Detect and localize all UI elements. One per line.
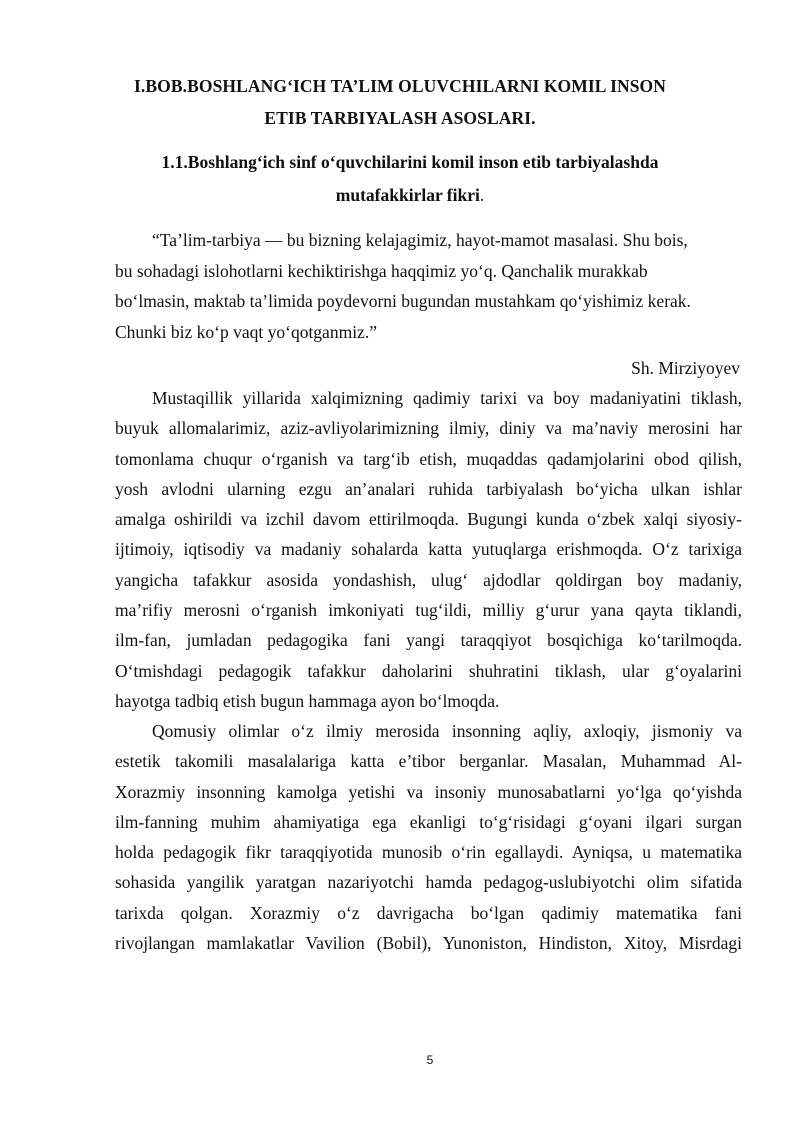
quote-line: bo‘lmasin, maktab ta’limida poydevorni bugundan mustahkam qo‘yishimiz kerak. (115, 291, 691, 311)
paragraph-line: hayotga tadbiq etish bugun hammaga ayon bo‘lmoqda. (115, 690, 500, 711)
section-title-dot: . (479, 185, 485, 205)
paragraph-line: ma’rifiy merosni o‘rganish imkoniyati tug‘ildi, milliy g‘urur yana qayta tiklandi, (115, 600, 742, 621)
paragraph-line: rivojlangan mamlakatlar Vavilion (Bobil), Yunoniston, Hindiston, Xitoy, Misrdagi (115, 933, 742, 954)
page-number: 5 (426, 1053, 434, 1067)
quote-line: “Ta’lim-tarbiya — bu bizning kelajagimiz, hayot-mamot masalasi. Shu bois, (152, 230, 688, 250)
paragraph-line: yosh avlodni ularning ezgu an’analari ruhida tarbiyalash bo‘yicha ulkan ishlar (115, 478, 742, 499)
section-title-line-2 (110, 179, 710, 212)
paragraph-line: buyuk allomalarimiz, aziz-avliyolarimizning ilmiy, diniy va ma’naviy merosini har (115, 418, 742, 439)
section-title (110, 146, 710, 212)
paragraph-line: holda pedagogik fikr taraqqiyotida munosib o‘rin egallaydi. Ayniqsa, u matematika (115, 842, 742, 863)
paragraph-line: ilm-fanning muhim ahamiyatiga ega ekanligi to‘g‘risidagi g‘oyani ilgari surgan (115, 811, 742, 832)
epigraph-quote (115, 225, 745, 347)
paragraph-2 (115, 716, 742, 958)
paragraph-line: tarixda qolgan. Xorazmiy o‘z davrigacha bo‘lgan qadimiy matematika fani (115, 902, 742, 923)
paragraph-line: yangicha tafakkur asosida yondashish, ulug‘ ajdodlar qoldirgan boy madaniy, (115, 569, 742, 590)
paragraph-line: sohasida yangilik yaratgan nazariyotchi hamda pedagog-uslubiyotchi olim sifatida (115, 872, 742, 893)
paragraph-line: Mustaqillik yillarida xalqimizning qadimiy tarixi va boy madaniyatini tiklash, (152, 388, 742, 408)
section-title-line-2-text: mutafakkirlar fikri (335, 185, 480, 205)
paragraph-line: Qomusiy olimlar o‘z ilmiy merosida insonning aqliy, axloqiy, jismoniy va (152, 721, 742, 741)
quote-line: bu sohadagi islohotlarni kechiktirishga haqqimiz yo‘q. Qanchalik murakkab (115, 260, 648, 281)
chapter-title (90, 70, 710, 134)
paragraph-line: tomonlama chuqur o‘rganish va targ‘ib etish, muqaddas qadamjolarini obod qilish, (115, 448, 742, 469)
paragraph-line: amalga oshirildi va izchil davom ettirilmoqda. Bugungi kunda o‘zbek xalqi siyosiy- (115, 509, 742, 530)
paragraph-line: ijtimoiy, iqtisodiy va madaniy sohalarda katta yutuqlarga erishmoqda. O‘z tarixiga (115, 539, 742, 560)
chapter-title-line-2: ETIB TARBIYALASH ASOSLARI. (264, 108, 536, 128)
quote-line: Chunki biz ko‘p vaqt yo‘qotganmiz.” (115, 321, 377, 342)
section-title-line-1: 1.1.Boshlang‘ich sinf o‘quvchilarini komil inson etib tarbiyalashda (161, 152, 659, 172)
paragraph-line: Xorazmiy insonning kamolga yetishi va insoniy munosabatlarni yo‘lga qo‘yishda (115, 781, 742, 802)
quote-author: Sh. Mirziyoyev (631, 358, 740, 378)
paragraph-line: O‘tmishdagi pedagogik tafakkur daholarini shuhratini tiklash, ular g‘oyalarini (115, 660, 742, 681)
chapter-title-line-1: I.BOB.BOSHLANG‘ICH TA’LIM OLUVCHILARNI KOMIL INSON (133, 76, 667, 96)
paragraph-1 (115, 383, 742, 716)
paragraph-line: estetik takomili masalalariga katta e’tibor berganlar. Masalan, Muhammad Al- (115, 751, 742, 772)
paragraph-line: ilm-fan, jumladan pedagogika fani yangi taraqqiyot bosqichiga ko‘tarilmoqda. (115, 630, 742, 651)
